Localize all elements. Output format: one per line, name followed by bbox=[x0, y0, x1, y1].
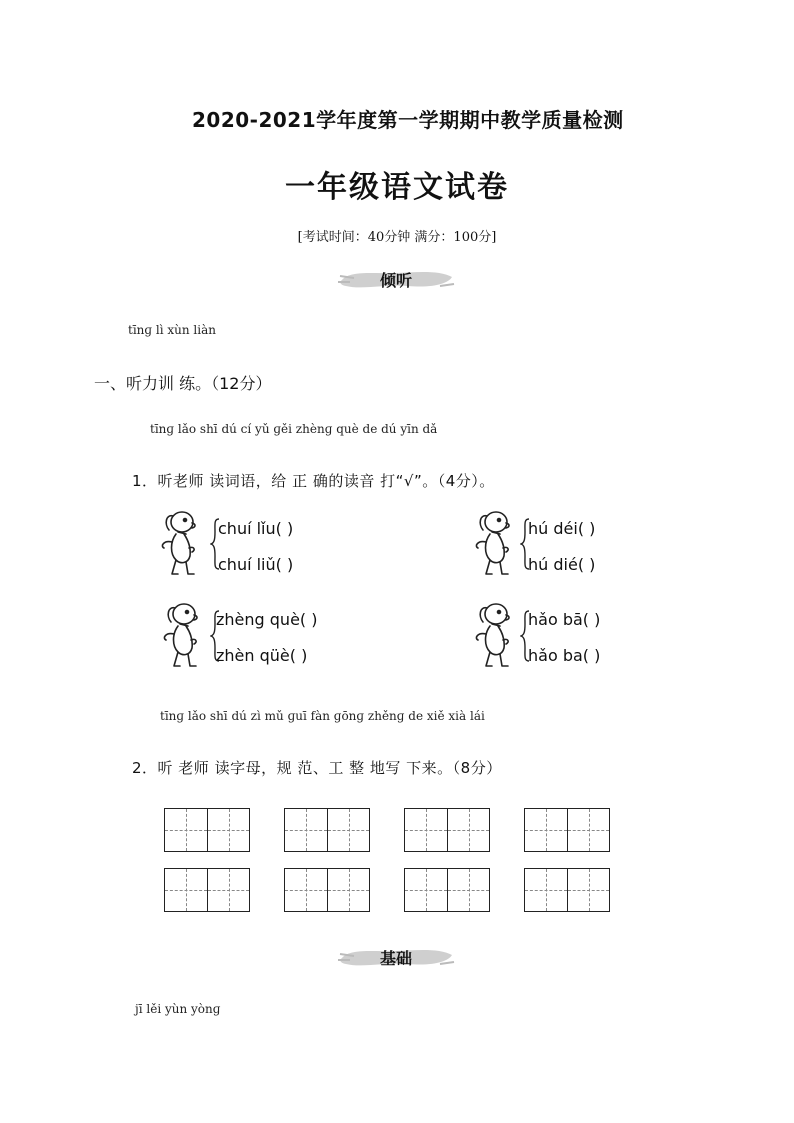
school-year-heading: 2020-2021学年度第一学期期中教学质量检测 bbox=[192, 108, 624, 132]
q1-option: zhèn qüè( ) bbox=[216, 646, 308, 665]
writing-grid[interactable] bbox=[284, 868, 370, 912]
dog-icon bbox=[158, 600, 206, 672]
writing-grid[interactable] bbox=[404, 808, 490, 852]
q2-text: 2．听 老师 读字母，规 范、工 整 地写 下来。（8分） bbox=[132, 759, 502, 777]
dog-icon bbox=[470, 600, 518, 672]
writing-grid[interactable] bbox=[524, 868, 610, 912]
exam-title: 一年级语文试卷 bbox=[285, 170, 509, 205]
q1-option: chuí liǔ( ) bbox=[218, 555, 294, 574]
q1-option: hǎo ba( ) bbox=[528, 646, 601, 665]
banner-label: 倾听 bbox=[379, 271, 412, 290]
section2-pinyin: jī lěi yùn yònɡ bbox=[135, 1002, 221, 1016]
dog-icon bbox=[470, 508, 518, 580]
dog-icon bbox=[156, 508, 204, 580]
section-banner-basics bbox=[336, 942, 456, 972]
writing-grid[interactable] bbox=[164, 808, 250, 852]
writing-grid[interactable] bbox=[524, 808, 610, 852]
writing-grid[interactable] bbox=[404, 868, 490, 912]
q1-pinyin: tīnɡ lǎo shī dú cí yǔ ɡěi zhènɡ què de dú yīn dǎ bbox=[150, 422, 438, 436]
banner-label: 基础 bbox=[379, 949, 412, 968]
section-banner-listening bbox=[336, 264, 456, 294]
exam-info: [考试时间：40分钟 满分：100分] bbox=[297, 230, 497, 245]
q2-pinyin: tīnɡ lǎo shī dú zì mǔ ɡuī fàn ɡōnɡ zhěnɡ de xiě xià lái bbox=[160, 709, 485, 723]
section1-pinyin: tīnɡ lì xùn liàn bbox=[128, 323, 216, 337]
q1-option: chuí lǐu( ) bbox=[218, 519, 294, 538]
q1-option: zhèng què( ) bbox=[216, 610, 318, 629]
q1-option: hú déi( ) bbox=[528, 519, 596, 538]
section1-title: 一、听力训 练。（12分） bbox=[94, 374, 272, 393]
writing-grid[interactable] bbox=[164, 868, 250, 912]
q1-option: hǎo bā( ) bbox=[528, 610, 601, 629]
q1-option: hú dié( ) bbox=[528, 555, 596, 574]
writing-grid[interactable] bbox=[284, 808, 370, 852]
q1-text: 1．听老师 读词语，给 正 确的读音 打“√”。（4分）。 bbox=[132, 472, 495, 490]
